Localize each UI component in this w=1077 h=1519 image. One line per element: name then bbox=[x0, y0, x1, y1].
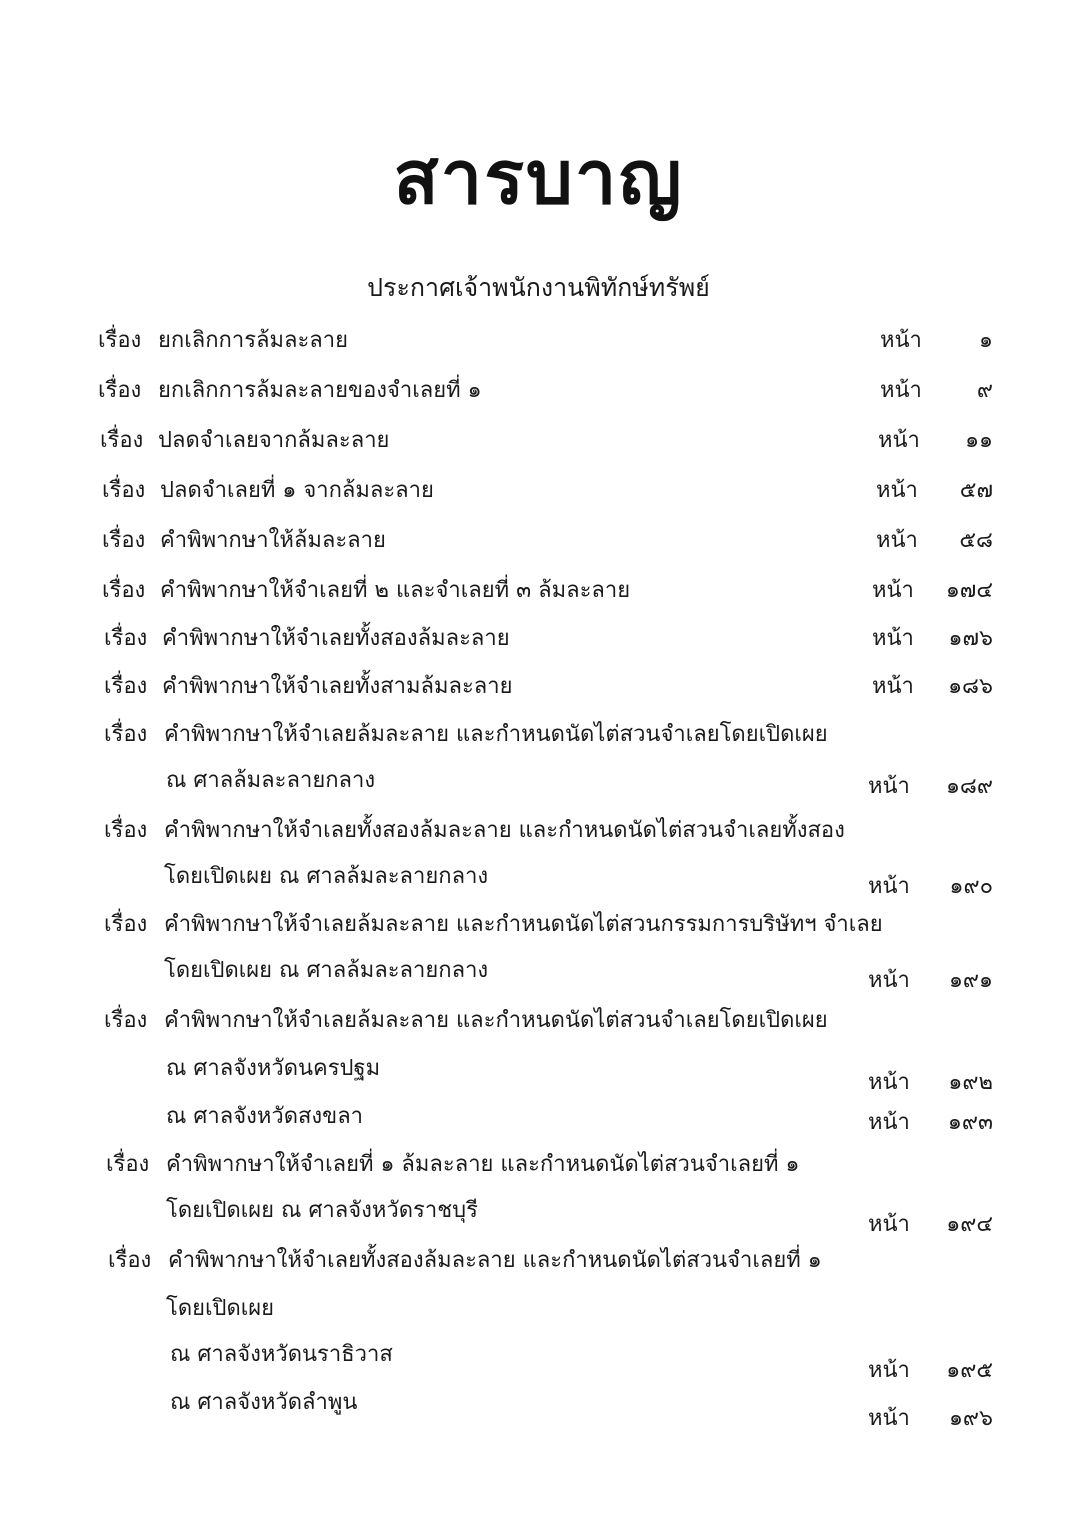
entry-label: เรื่อง bbox=[104, 1008, 148, 1033]
toc-entry bbox=[0, 322, 1077, 366]
toc-entry bbox=[0, 1146, 1077, 1190]
entry-label: เรื่อง bbox=[102, 478, 146, 503]
entry-label: เรื่อง bbox=[104, 912, 148, 937]
page-word: หน้า bbox=[868, 968, 910, 993]
entry-text: ยกเลิกการล้มละลายของจำเลยที่ ๑ bbox=[158, 378, 482, 403]
toc-entry bbox=[0, 1336, 1077, 1383]
page-word: หน้า bbox=[880, 328, 922, 353]
page-number: ๑๗๔ bbox=[945, 578, 993, 603]
toc-entry bbox=[0, 1192, 1077, 1236]
page-word: หน้า bbox=[868, 774, 910, 799]
entry-text: โดยเปิดเผย ณ ศาลจังหวัดราชบุรี bbox=[166, 1198, 478, 1223]
section-heading: ประกาศเจ้าพนักงานพิทักษ์ทรัพย์ bbox=[367, 273, 710, 302]
toc-entry bbox=[0, 858, 1077, 902]
page-number: ๑๑ bbox=[965, 428, 993, 453]
entry-label: เรื่อง bbox=[100, 428, 144, 453]
page-number: ๑๙๒ bbox=[948, 1070, 993, 1095]
page-number: ๑๙๖ bbox=[948, 1406, 993, 1431]
entry-label: เรื่อง bbox=[102, 578, 146, 603]
page-word: หน้า bbox=[878, 428, 920, 453]
entry-label: เรื่อง bbox=[98, 328, 142, 353]
entry-label: เรื่อง bbox=[98, 378, 142, 403]
toc-entry bbox=[0, 1290, 1077, 1334]
entry-text: คำพิพากษาให้จำเลยล้มละลาย และกำหนดนัดไต่สวนจำเลยโดยเปิดเผย bbox=[164, 1008, 828, 1033]
entry-label: เรื่อง bbox=[104, 626, 148, 651]
page-word: หน้า bbox=[868, 1070, 910, 1095]
entry-label: เรื่อง bbox=[104, 818, 148, 843]
entry-text: ปลดจำเลยจากล้มละลาย bbox=[158, 428, 390, 453]
page-number: ๑๙๕ bbox=[946, 1358, 993, 1383]
entry-text: คำพิพากษาให้จำเลยทั้งสองล้มละลาย และกำหนดนัดไต่สวนจำเลยที่ ๑ bbox=[168, 1248, 822, 1273]
entry-text: ณ ศาลจังหวัดสงขลา bbox=[166, 1104, 364, 1129]
entry-text: คำพิพากษาให้จำเลยที่ ๒ และจำเลยที่ ๓ ล้มละลาย bbox=[160, 578, 631, 603]
entry-text: ณ ศาลล้มละลายกลาง bbox=[166, 768, 376, 793]
page-word: หน้า bbox=[868, 1358, 910, 1383]
toc-entry bbox=[0, 620, 1077, 664]
toc-entry bbox=[0, 812, 1077, 856]
toc-entry bbox=[0, 668, 1077, 712]
entry-label: เรื่อง bbox=[104, 674, 148, 699]
page-number: ๑๙๐ bbox=[949, 874, 993, 899]
entry-text: ณ ศาลจังหวัดนครปฐม bbox=[166, 1056, 381, 1081]
page-word: หน้า bbox=[868, 1110, 910, 1135]
page-number: ๑๙๑ bbox=[948, 968, 993, 993]
page-number: ๑๙๓ bbox=[947, 1110, 993, 1135]
toc-entry bbox=[0, 572, 1077, 616]
page-word: หน้า bbox=[880, 378, 922, 403]
page-number: ๙ bbox=[976, 378, 993, 403]
entry-text: คำพิพากษาให้จำเลยทั้งสามล้มละลาย bbox=[162, 674, 513, 699]
toc-entry bbox=[0, 1242, 1077, 1286]
page-word: หน้า bbox=[868, 874, 910, 899]
entry-label: เรื่อง bbox=[106, 1152, 150, 1177]
page-title: สารบาญ bbox=[393, 135, 684, 221]
page-number: ๑๙๔ bbox=[946, 1212, 993, 1237]
entry-label: เรื่อง bbox=[102, 528, 146, 553]
entry-text: คำพิพากษาให้จำเลยทั้งสองล้มละลาย และกำหนดนัดไต่สวนจำเลยทั้งสอง bbox=[164, 818, 845, 843]
page-word: หน้า bbox=[872, 674, 914, 699]
page-number: ๕๗ bbox=[959, 478, 993, 503]
page-number: ๑๘๙ bbox=[945, 774, 993, 799]
page-word: หน้า bbox=[876, 478, 918, 503]
entry-label: เรื่อง bbox=[108, 1248, 152, 1273]
page-word: หน้า bbox=[872, 626, 914, 651]
page-word: หน้า bbox=[876, 528, 918, 553]
entry-text: ยกเลิกการล้มละลาย bbox=[158, 328, 349, 353]
page-number: ๑๗๖ bbox=[948, 626, 993, 651]
page-word: หน้า bbox=[868, 1212, 910, 1237]
toc-entry bbox=[0, 1384, 1077, 1431]
entry-text: คำพิพากษาให้จำเลยล้มละลาย และกำหนดนัดไต่สวนกรรมการบริษัทฯ จำเลย bbox=[164, 912, 883, 937]
toc-entry bbox=[0, 422, 1077, 466]
page-word: หน้า bbox=[868, 1406, 910, 1431]
entry-text: โดยเปิดเผย ณ ศาลล้มละลายกลาง bbox=[164, 864, 489, 889]
entry-text: คำพิพากษาให้จำเลยล้มละลาย และกำหนดนัดไต่สวนจำเลยโดยเปิดเผย bbox=[164, 722, 828, 747]
page-word: หน้า bbox=[872, 578, 914, 603]
toc-entry bbox=[0, 372, 1077, 416]
page-number: ๑๘๖ bbox=[948, 674, 993, 699]
entry-text: ปลดจำเลยที่ ๑ จากล้มละลาย bbox=[160, 478, 434, 503]
entry-text: ณ ศาลจังหวัดลำพูน bbox=[170, 1390, 358, 1415]
entry-text: คำพิพากษาให้จำเลยที่ ๑ ล้มละลาย และกำหนดนัดไต่สวนจำเลยที่ ๑ bbox=[166, 1152, 800, 1177]
entry-label: เรื่อง bbox=[104, 722, 148, 747]
toc-entry bbox=[0, 1098, 1077, 1142]
entry-text: โดยเปิดเผย ณ ศาลล้มละลายกลาง bbox=[164, 958, 489, 983]
toc-entry bbox=[0, 1002, 1077, 1046]
entry-text: คำพิพากษาให้ล้มละลาย bbox=[160, 528, 386, 553]
entry-text: ณ ศาลจังหวัดนราธิวาส bbox=[170, 1342, 393, 1367]
toc-entry bbox=[0, 762, 1077, 806]
toc-entry bbox=[0, 952, 1077, 996]
toc-entry bbox=[0, 522, 1077, 566]
page-number: ๑ bbox=[979, 328, 993, 353]
toc-entry bbox=[0, 716, 1077, 760]
toc-entry bbox=[0, 906, 1077, 950]
toc-entry bbox=[0, 472, 1077, 516]
page-number: ๕๘ bbox=[959, 528, 993, 553]
toc-entry bbox=[0, 1050, 1077, 1094]
entry-text: คำพิพากษาให้จำเลยทั้งสองล้มละลาย bbox=[162, 626, 510, 651]
entry-text: โดยเปิดเผย bbox=[166, 1296, 275, 1321]
